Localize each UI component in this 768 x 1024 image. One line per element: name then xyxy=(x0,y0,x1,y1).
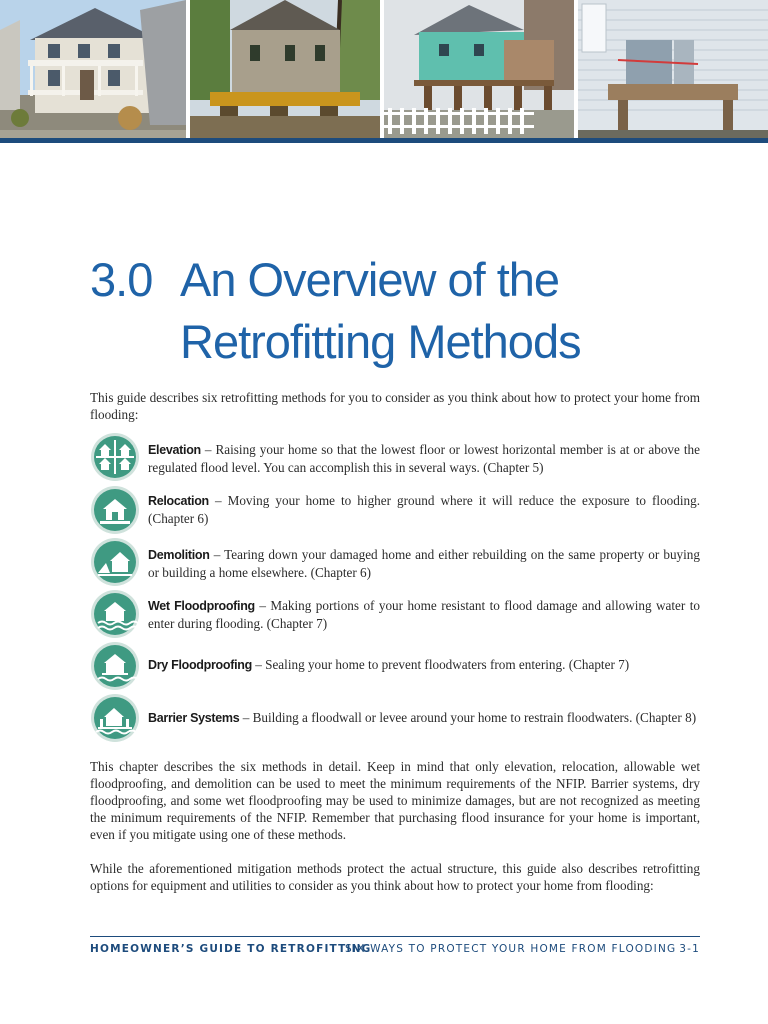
intro-paragraph: This guide describes six retrofitting methods for you to consider as you think about how to protect your home from flooding: xyxy=(90,390,700,422)
demolition-icon xyxy=(90,537,140,587)
method-desc: – Tearing down your damaged home and either rebuilding on the same property or buying or building a home elsewhere. (Chapter 6) xyxy=(148,547,700,580)
method-dry-floodproofing-text xyxy=(148,656,700,674)
title-line-2: Retrofitting Methods xyxy=(180,315,581,368)
elevated-ac-unit-photo xyxy=(578,0,768,138)
method-dry-floodproofing xyxy=(90,641,700,691)
wet-floodproofing-icon xyxy=(90,589,140,639)
page-footer xyxy=(90,943,700,957)
elevated-house-under-construction-photo xyxy=(384,0,574,138)
dry-floodproofing-icon xyxy=(90,641,140,691)
method-desc: – Moving your home to higher ground where it will reduce the exposure to flooding. (Chapter 6) xyxy=(148,493,700,526)
method-barrier-systems-text xyxy=(148,709,700,727)
method-name: Relocation xyxy=(148,494,209,508)
method-elevation xyxy=(90,432,700,482)
method-desc: – Building a floodwall or levee around your home to restrain floodwaters. (Chapter 8) xyxy=(239,710,697,725)
section-number: 3.0 xyxy=(90,253,153,306)
footer-rule xyxy=(90,936,700,937)
method-name: Demolition xyxy=(148,548,210,562)
method-barrier-systems xyxy=(90,693,700,743)
method-elevation-text xyxy=(148,441,700,476)
footer-guide-title: HOMEOWNER’S GUIDE TO RETROFITTING xyxy=(90,943,372,955)
method-desc: – Making portions of your home resistant to flood damage and allowing water to enter during flooding. (Chapter 7) xyxy=(148,598,700,631)
method-name: Elevation xyxy=(148,443,201,457)
page-number: 3-1 xyxy=(679,943,700,955)
method-relocation-text xyxy=(148,492,700,527)
equipment-paragraph: While the aforementioned mitigation methods protect the actual structure, this guide also describes retrofitting options for equipment and utilities to consider as you think about how to protect your home from flooding: xyxy=(90,861,700,893)
method-wet-floodproofing xyxy=(90,589,700,639)
banner-rule xyxy=(0,138,768,143)
photo-banner xyxy=(0,0,768,138)
method-demolition-text xyxy=(148,546,700,581)
method-wet-floodproofing-text xyxy=(148,597,700,632)
relocation-icon xyxy=(90,485,140,535)
nfip-paragraph: This chapter describes the six methods in detail. Keep in mind that only elevation, relocation, allowable wet floodproofing, and demolition can be used to meet the minimum requirements of the NFIP. Barrier systems, dry floodproofing, and some wet floodproofing may be used to minimize damages, but are not recognized as meeting the minimum requirements of the NFIP. Remember that purchasing flood insurance for your home is important, even if you mitigate using one of these methods. xyxy=(90,759,700,842)
method-name: Wet Floodproofing xyxy=(148,599,255,613)
two-story-house-photo xyxy=(0,0,186,138)
method-name: Dry Floodproofing xyxy=(148,658,252,672)
method-desc: – Sealing your home to prevent floodwaters from entering. (Chapter 7) xyxy=(251,657,630,672)
title-line-1: An Overview of the xyxy=(180,253,560,306)
elevation-icon xyxy=(90,432,140,482)
barrier-systems-icon xyxy=(90,693,140,743)
footer-subtitle: SIX WAYS TO PROTECT YOUR HOME FROM FLOODING xyxy=(345,943,677,955)
stone-house-on-cribbing-photo xyxy=(190,0,380,138)
method-desc: – Raising your home so that the lowest floor or lowest horizontal member is at or above the regulated flood level. You can accomplish this in several ways. (Chapter 5) xyxy=(148,442,700,475)
method-demolition xyxy=(90,537,700,587)
method-relocation xyxy=(90,485,700,535)
method-name: Barrier Systems xyxy=(148,711,240,725)
